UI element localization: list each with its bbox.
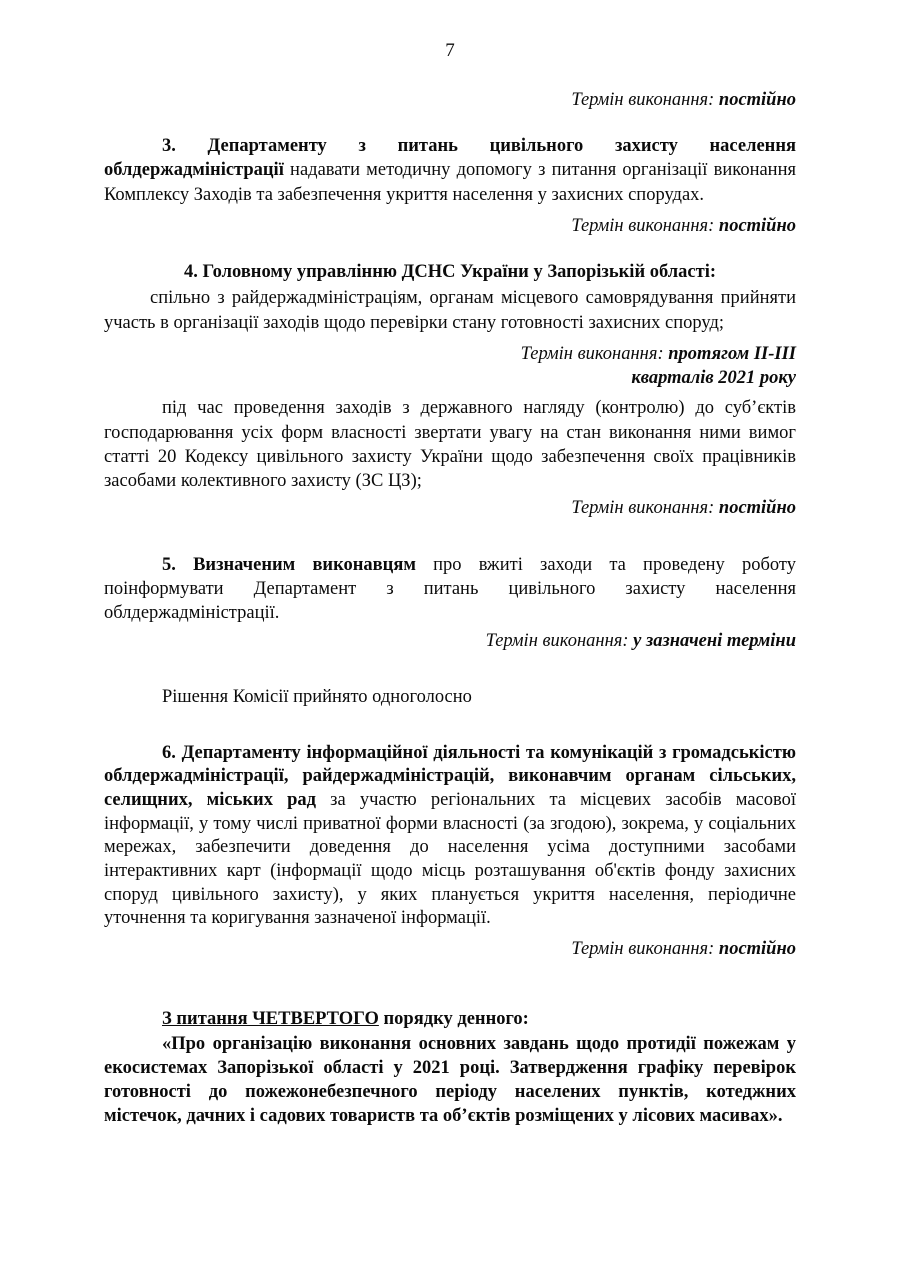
item-3-text: надавати методичну допомогу з питання організації виконання Комплексу Заходів та забезпечення укриття населення у захисних спорудах. bbox=[104, 160, 796, 205]
paragraph-item-4-1: спільно з райдержадміністраціям, органам місцевого самоврядування прийняти участь в організації заходів щодо перевірки стану готовності захисних споруд; bbox=[104, 288, 796, 333]
paragraph-item-5 bbox=[104, 553, 796, 626]
agenda-heading-rest: порядку денного: bbox=[378, 1009, 529, 1030]
term-line-item-4-1b bbox=[104, 366, 796, 390]
term-line-item-3 bbox=[104, 214, 796, 238]
agenda-heading-underlined: З питання ЧЕТВЕРТОГО bbox=[162, 1009, 379, 1030]
term-value: постійно bbox=[718, 215, 796, 236]
agenda-heading bbox=[104, 1007, 796, 1031]
term-line-item-6 bbox=[104, 937, 796, 961]
term-label: Термін виконання bbox=[571, 498, 709, 519]
term-separator: : bbox=[622, 631, 634, 652]
paragraph-item-6 bbox=[104, 742, 796, 931]
term-separator: : bbox=[708, 498, 719, 519]
paragraph-item-3 bbox=[104, 134, 796, 207]
term-line-top bbox=[104, 88, 796, 112]
term-label: Термін виконання bbox=[571, 215, 709, 236]
agenda-quote: «Про організацію виконання основних завдань щодо протидії пожежам у екосистемах Запорізької області у 2021 році. Затвердження графіку перевірок готовності до пожежонебезпечного періоду населених пунктів, котеджних містечок, дачних і садових товариств та об’єктів розміщених у лісових масивах». bbox=[104, 1033, 796, 1127]
term-line-item-4-2 bbox=[104, 496, 796, 520]
term-value-line-1: протягом II-III bbox=[668, 343, 796, 364]
item-5-number: 5. bbox=[162, 554, 176, 575]
term-value: у зазначені терміни bbox=[633, 631, 796, 652]
term-label: Термін виконання bbox=[485, 631, 623, 652]
item-5-bold-lead: Визначеним виконавцям bbox=[193, 554, 416, 575]
item-3-bold-lead: Департаменту з питань цивільного захисту населення облдержадміністрації bbox=[104, 136, 796, 181]
term-separator: : bbox=[708, 215, 719, 236]
term-value: постійно bbox=[718, 90, 796, 110]
term-value-line-2: кварталів 2021 року bbox=[631, 368, 796, 389]
item-3-number: 3. bbox=[162, 136, 176, 157]
term-separator: : bbox=[657, 343, 669, 364]
item-5-text: про вжиті заходи та проведену роботу поінформувати Департамент з питань цивільного захисту населення облдержадміністрації. bbox=[104, 554, 797, 623]
item-6-number: 6. bbox=[162, 742, 176, 763]
page-number: 7 bbox=[445, 40, 455, 61]
term-label: Термін виконання bbox=[571, 939, 709, 960]
decision-line: Рішення Комісії прийнято одноголосно bbox=[162, 687, 472, 708]
agenda-quote-block bbox=[104, 1032, 796, 1129]
term-label: Термін виконання bbox=[571, 90, 709, 110]
item-6-bold-lead: Департаменту інформаційної діяльності та комунікацій з громадськістю облдержадміністрації, райдержадміністрацій, виконавчим органам сільських, селищних, міських рад bbox=[104, 742, 796, 811]
item-6-text: за участю регіональних та місцевих засобів масової інформації, у тому числі приватної форми власності (за згодою), зокрема, у соціальних мережах, забезпечити доведення до населення усіма доступними засобами інтерактивних карт (інформації щодо місць розташування об'єктів фонду захисних споруд цивільного захисту), у яких планується укриття населення, періодичне уточнення та коригування зазначеної інформації. bbox=[104, 790, 797, 929]
term-value: постійно bbox=[718, 939, 796, 960]
term-value: постійно bbox=[718, 498, 796, 519]
term-line-item-5 bbox=[104, 629, 796, 653]
term-label: Термін виконання bbox=[520, 343, 658, 364]
paragraph-item-4-2: під час проведення заходів з державного нагляду (контролю) до суб’єктів господарювання усіх форм власності звертати увагу на стан виконання ними вимог статті 20 Кодексу цивільного захисту України щодо забезпечення своїх працівників засобами колективного захисту (ЗС ЦЗ); bbox=[104, 398, 796, 492]
document-body bbox=[104, 88, 796, 1128]
item-4-heading: 4. Головному управлінню ДСНС України у Запорізькій області: bbox=[184, 262, 716, 283]
term-separator: : bbox=[708, 939, 719, 960]
term-separator: : bbox=[708, 90, 719, 110]
term-line-item-4-1 bbox=[104, 342, 796, 366]
